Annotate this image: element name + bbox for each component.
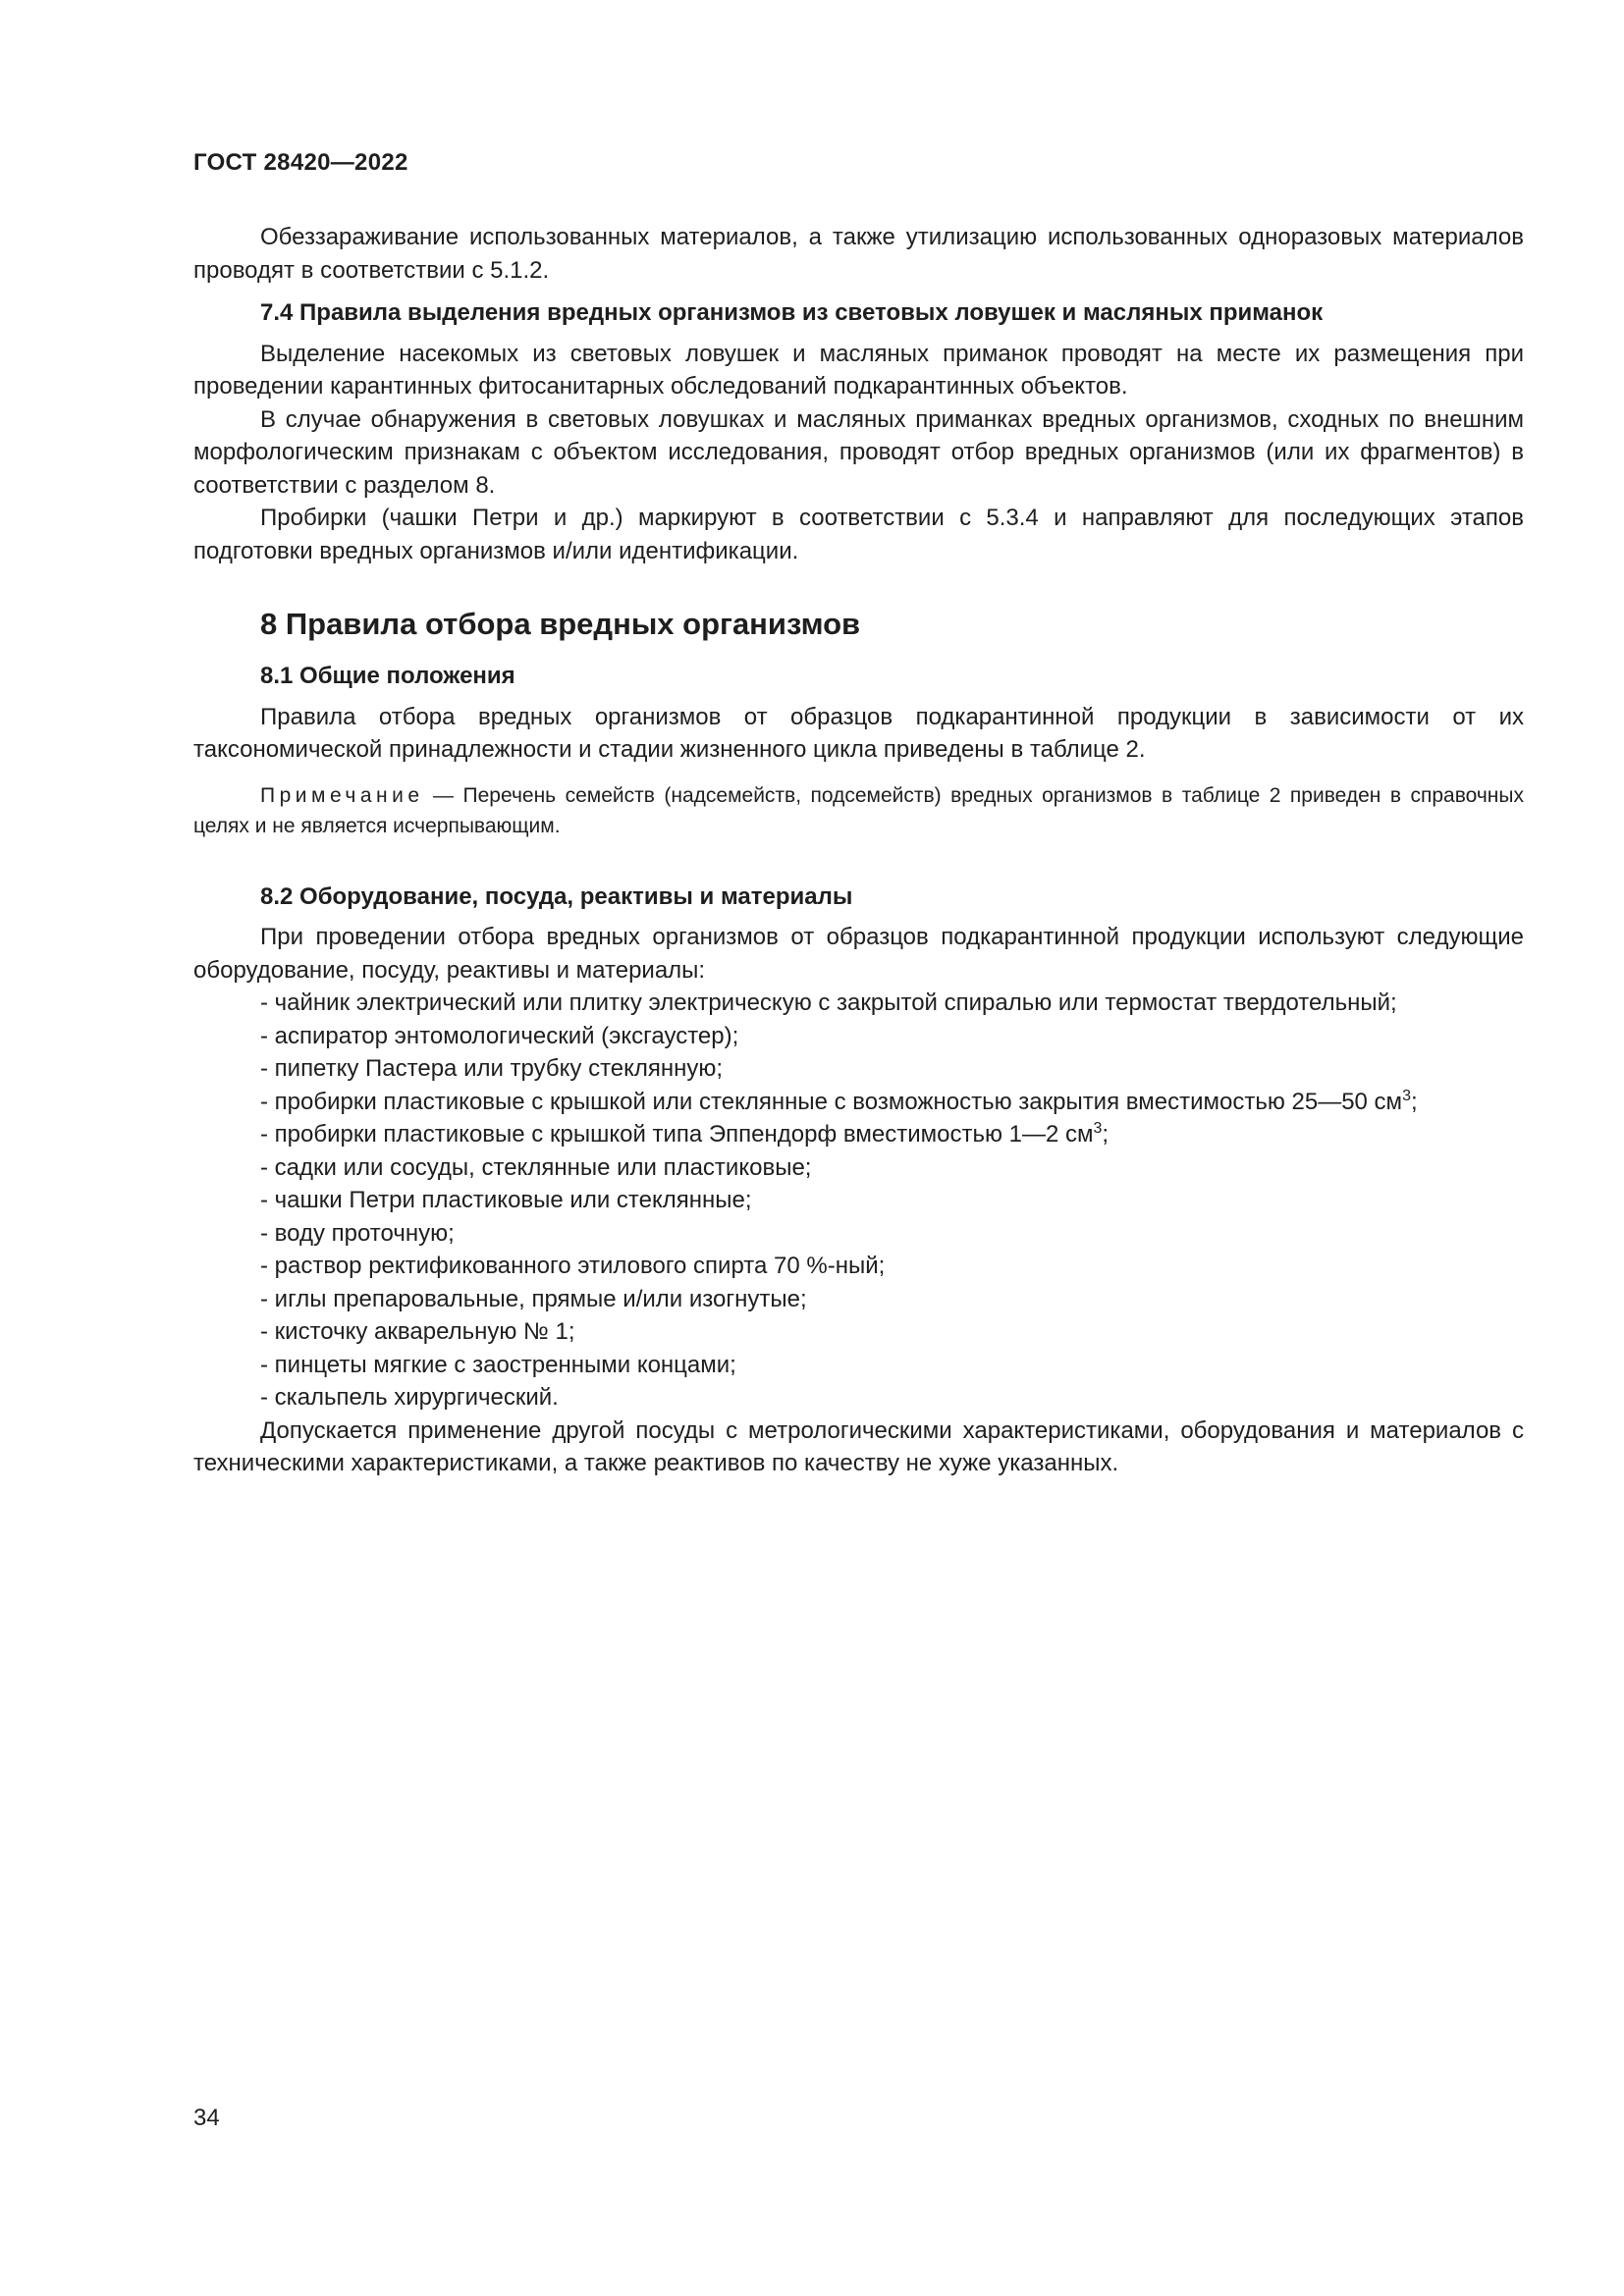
list-item: - пипетку Пастера или трубку стеклянную; <box>260 1055 724 1082</box>
page-number: 34 <box>193 2105 220 2131</box>
section-heading-7-4: 7.4 Правила выделения вредных организмов из световых ловушек и масляных приманок <box>260 299 1324 326</box>
list-item-end: ; <box>1102 1121 1110 1148</box>
list-item-text: - пробирки пластиковые с крышкой или стеклянные с возможностью закрытия вместимостью 25—50 см <box>260 1088 1403 1115</box>
paragraph: В случае обнаружения в световых ловушках и масляных приманках вредных организмов, сходных по внешним морфологическим признакам с объектом исследования, проводят отбор вредных организмов (или их фрагментов) в соответствии с разделом 8. <box>193 405 1524 499</box>
paragraph: Выделение насекомых из световых ловушек и масляных приманок проводят на месте их размещения при проведении карантинных фитосанитарных обследований подкарантинных объектов. <box>193 340 1524 400</box>
list-item <box>193 1118 1524 1151</box>
list-item: - воду проточную; <box>260 1219 455 1247</box>
paragraph: Допускается применение другой посуды с метрологическими характеристиками, оборудования и материалов с техническими характеристиками, а также реактивов по качеству не хуже указанных. <box>193 1416 1524 1476</box>
page-header-doc-id: ГОСТ 28420—2022 <box>193 149 408 176</box>
note <box>193 780 1524 841</box>
paragraph: Пробирки (чашки Петри и др.) маркируют в соответствии с 5.3.4 и направляют для последующих этапов подготовки вредных организмов и/или идентификации. <box>193 505 1524 564</box>
paragraph: При проведении отбора вредных организмов от образцов подкарантинной продукции используют следующие оборудование, посуду, реактивы и материалы: <box>193 924 1524 984</box>
note-label: Примечание <box>260 783 424 807</box>
list-item <box>193 1086 1524 1119</box>
list-item: - садки или сосуды, стеклянные или пластиковые; <box>260 1153 812 1181</box>
list-item: - иглы препаровальные, прямые и/или изогнутые; <box>260 1285 807 1312</box>
section-heading-8-2: 8.2 Оборудование, посуда, реактивы и материалы <box>260 882 853 910</box>
section-heading-8: 8 Правила отбора вредных организмов <box>260 607 861 641</box>
superscript: 3 <box>1402 1087 1411 1104</box>
list-item: - скальпель хирургический. <box>260 1384 559 1411</box>
paragraph: Обеззараживание использованных материалов, а также утилизацию использованных одноразовых материалов проводят в соответствии с 5.1.2. <box>193 224 1524 284</box>
superscript: 3 <box>1093 1120 1103 1137</box>
list-item-end: ; <box>1410 1088 1418 1115</box>
section-heading-8-1: 8.1 Общие положения <box>260 663 515 689</box>
list-item: - кисточку акварельную № 1; <box>260 1318 575 1345</box>
note-text: — Перечень семейств (надсемейств, подсемейств) вредных организмов в таблице 2 приведен в справочных целях и не является исчерпывающим. <box>193 783 1524 837</box>
list-item: - раствор ректификованного этилового спирта 70 %-ный; <box>260 1253 886 1279</box>
list-item: - аспиратор энтомологический (эксгаустер); <box>260 1022 739 1049</box>
list-item: - пинцеты мягкие с заостренными концами; <box>260 1351 736 1378</box>
page-content <box>193 221 1524 1480</box>
list-item: - чайник электрический или плитку электрическую с закрытой спиралью или термостат твердотельный; <box>260 989 1397 1016</box>
equipment-list <box>193 987 1524 1415</box>
list-item-text: - пробирки пластиковые с крышкой типа Эппендорф вместимостью 1—2 см <box>260 1121 1094 1148</box>
list-item: - чашки Петри пластиковые или стеклянные; <box>260 1187 752 1213</box>
paragraph: Правила отбора вредных организмов от образцов подкарантинной продукции в зависимости от их таксономической принадлежности и стадии жизненного цикла приведены в таблице 2. <box>193 703 1524 763</box>
